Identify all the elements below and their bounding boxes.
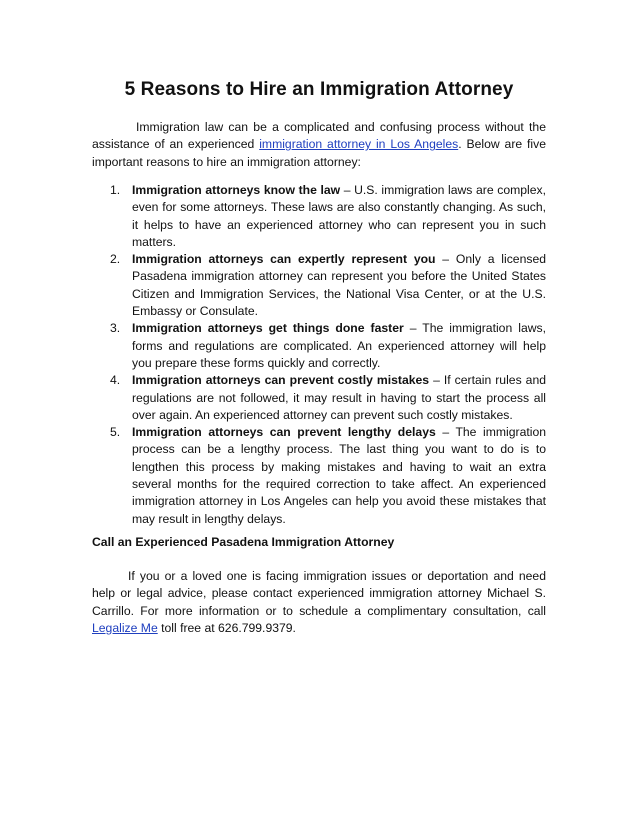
list-item: [92, 182, 546, 251]
list-item-text: – U.S. immigration laws are complex, even for some attorneys. These laws are also constantly changing. As such, it helps to have an experienced attorney who can represent you in such matters.: [132, 183, 547, 249]
list-item-heading: Immigration attorneys know the law: [132, 183, 341, 197]
list-item-heading: Immigration attorneys get things done faster: [132, 321, 404, 336]
section-heading: Call an Experienced Pasadena Immigration Attorney: [92, 535, 395, 549]
list-item-text: – Only a licensed Pasadena immigration attorney can represent you before the United States Citizen and Immigration Services, the National Visa Center, or at the U.S. Embassy or Consulate.: [132, 252, 546, 319]
list-item: [92, 424, 546, 528]
list-item-number: 5.: [110, 425, 121, 440]
intro-text-before-link: Immigration law can be a complicated and confusing process without the assistance of an experienced: [92, 120, 546, 152]
intro-paragraph: [92, 119, 546, 171]
reasons-list: [92, 182, 546, 528]
list-item-text: – The immigration process can be a lengthy process. The last thing you want to do is to lengthen this process by making mistakes and having to wait an extra several months for the required correction to take affect. An experienced immigration attorney in Los Angeles can help you avoid these mistakes that may result in lengthy delays.: [132, 425, 546, 526]
list-item: [92, 320, 546, 372]
list-item-text: – The immigration laws, forms and regulations are complicated. An experienced attorney will help you prepare these forms quickly and correctly.: [132, 321, 546, 370]
legalize-me-link[interactable]: Legalize Me: [92, 620, 158, 635]
list-item-number: 2.: [110, 252, 121, 267]
list-item-heading: Immigration attorneys can expertly represent you: [132, 252, 436, 267]
document-title: 5 Reasons to Hire an Immigration Attorney: [124, 79, 514, 100]
list-item-number: 3.: [110, 321, 121, 336]
list-item: [92, 251, 546, 320]
list-item-text: – If certain rules and regulations are not followed, it may result in having to start the process all over again. An experienced attorney can prevent such costly mistakes.: [132, 373, 546, 422]
list-item-number: 4.: [110, 373, 121, 388]
intro-text-after-link: . Below are five important reasons to hire an immigration attorney:: [92, 137, 546, 169]
list-item-heading: Immigration attorneys can prevent lengthy delays: [132, 425, 436, 440]
closing-text-after-link: toll free at 626.799.9379.: [157, 620, 296, 635]
list-item: [92, 372, 546, 424]
list-item-heading: Immigration attorneys can prevent costly mistakes: [132, 373, 430, 388]
closing-paragraph: [92, 568, 546, 637]
closing-text-before-link: If you or a loved one is facing immigration issues or deportation and need help or legal advice, please contact experienced immigration attorney Michael S. Carrillo. For more information or to schedule a complimentary consultation, call: [92, 569, 546, 618]
immigration-attorney-link[interactable]: immigration attorney in Los Angeles: [259, 137, 459, 152]
list-item-number: 1.: [110, 183, 121, 197]
